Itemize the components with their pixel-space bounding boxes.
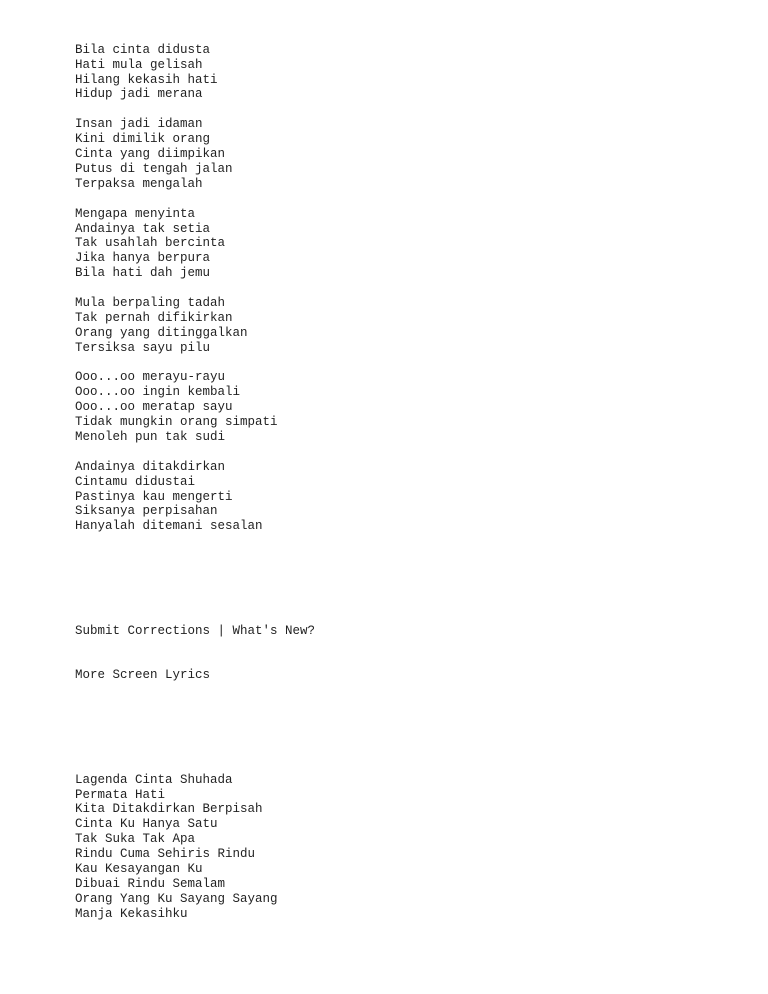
whats-new-link[interactable]: What's New? xyxy=(232,623,316,638)
lyrics-line: Putus di tengah jalan xyxy=(75,161,233,176)
lyrics-stanza xyxy=(75,460,315,534)
song-list xyxy=(75,773,315,922)
lyrics-line: Mengapa menyinta xyxy=(75,206,196,221)
submit-corrections-link[interactable]: Submit Corrections xyxy=(75,623,211,638)
links-block xyxy=(75,594,315,713)
song-list-item xyxy=(75,817,315,832)
song-list-item xyxy=(75,832,315,847)
song-list-item xyxy=(75,877,315,892)
more-screen-lyrics-link[interactable]: More Screen Lyrics xyxy=(75,668,211,683)
lyrics-line: Jika hanya berpura xyxy=(75,251,211,266)
page-content xyxy=(75,13,315,936)
lyrics-line: Tak pernah difikirkan xyxy=(75,310,233,325)
lyrics-line: Hanyalah ditemani sesalan xyxy=(75,519,263,534)
lyrics-line: Tidak mungkin orang simpati xyxy=(75,415,278,430)
lyrics-line: Siksanya perpisahan xyxy=(75,504,218,519)
lyrics-line: Cintamu didustai xyxy=(75,474,196,489)
song-list-item xyxy=(75,802,315,817)
lyrics-stanza xyxy=(75,207,315,281)
lyrics-line: Andainya ditakdirkan xyxy=(75,459,226,474)
song-link[interactable]: Manja Kekasihku xyxy=(75,906,188,921)
lyrics-line: Tak usahlah bercinta xyxy=(75,236,226,251)
more-lyrics-line xyxy=(75,668,315,683)
song-list-item xyxy=(75,788,315,803)
lyrics-block xyxy=(75,43,315,534)
lyrics-line: Insan jadi idaman xyxy=(75,117,203,132)
lyrics-stanza xyxy=(75,43,315,103)
lyrics-line: Mula berpaling tadah xyxy=(75,295,226,310)
song-link[interactable]: Kita Ditakdirkan Berpisah xyxy=(75,802,263,817)
song-link[interactable]: Lagenda Cinta Shuhada xyxy=(75,772,233,787)
song-list-item xyxy=(75,907,315,922)
song-list-item xyxy=(75,862,315,877)
lyrics-line: Orang yang ditinggalkan xyxy=(75,325,248,340)
lyrics-stanza xyxy=(75,370,315,444)
song-link[interactable]: Rindu Cuma Sehiris Rindu xyxy=(75,847,256,862)
lyrics-line: Cinta yang diimpikan xyxy=(75,147,226,162)
lyrics-line: Bila hati dah jemu xyxy=(75,266,211,281)
lyrics-line: Kini dimilik orang xyxy=(75,132,211,147)
lyrics-line: Ooo...oo ingin kembali xyxy=(75,385,241,400)
lyrics-stanza xyxy=(75,296,315,356)
song-link[interactable]: Cinta Ku Hanya Satu xyxy=(75,817,218,832)
song-list-item xyxy=(75,773,315,788)
song-link[interactable]: Tak Suka Tak Apa xyxy=(75,832,196,847)
lyrics-line: Pastinya kau mengerti xyxy=(75,489,233,504)
lyrics-line: Hidup jadi merana xyxy=(75,87,203,102)
lyrics-line: Menoleh pun tak sudi xyxy=(75,429,226,444)
lyrics-line: Ooo...oo meratap sayu xyxy=(75,400,233,415)
song-link[interactable]: Orang Yang Ku Sayang Sayang xyxy=(75,891,278,906)
link-separator: | xyxy=(210,623,233,638)
lyrics-line: Bila cinta didusta xyxy=(75,42,211,57)
lyrics-line: Andainya tak setia xyxy=(75,221,211,236)
song-link[interactable]: Dibuai Rindu Semalam xyxy=(75,876,226,891)
song-link[interactable]: Kau Kesayangan Ku xyxy=(75,861,203,876)
song-list-item xyxy=(75,847,315,862)
song-list-item xyxy=(75,892,315,907)
lyrics-line: Tersiksa sayu pilu xyxy=(75,340,211,355)
lyrics-line: Hati mula gelisah xyxy=(75,57,203,72)
lyrics-line: Ooo...oo merayu-rayu xyxy=(75,370,226,385)
lyrics-stanza xyxy=(75,117,315,191)
lyrics-line: Hilang kekasih hati xyxy=(75,72,218,87)
links-line xyxy=(75,624,315,639)
lyrics-line: Terpaksa mengalah xyxy=(75,176,203,191)
song-link[interactable]: Permata Hati xyxy=(75,787,166,802)
